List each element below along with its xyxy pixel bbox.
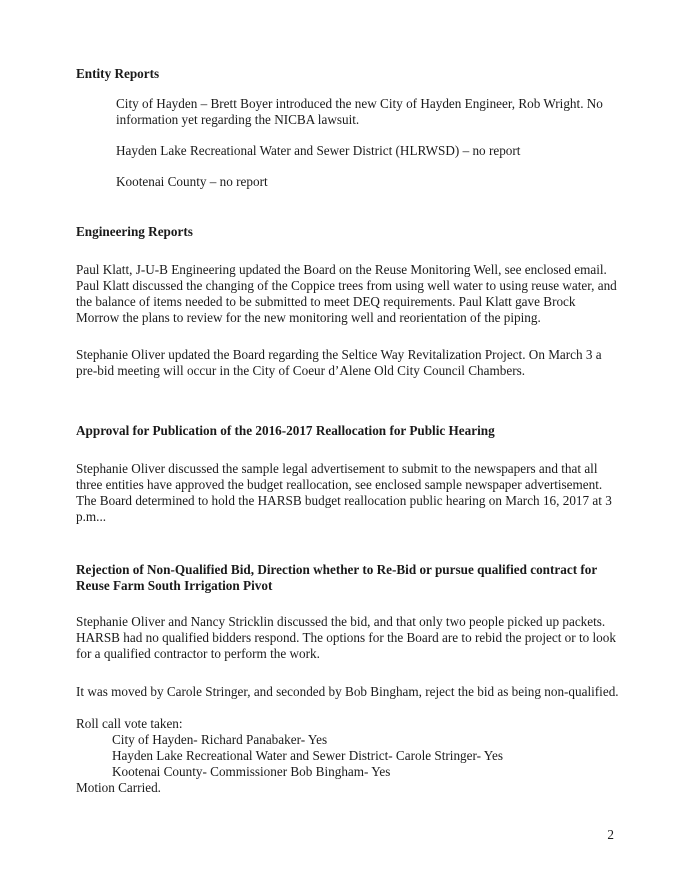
- vote-line: Kootenai County- Commissioner Bob Bingham- Yes: [112, 764, 391, 779]
- engineering-paragraph-2: Stephanie Oliver updated the Board regarding the Seltice Way Revitalization Project. On March 3 a pre-bid meeting will occur in the City of Coeur d’Alene Old City Council Chambers.: [76, 347, 602, 378]
- approval-heading: Approval for Publication of the 2016-2017 Reallocation for Public Hearing: [76, 423, 495, 438]
- motion-text: It was moved by Carole Stringer, and seconded by Bob Bingham, reject the bid as being non-qualified.: [76, 684, 619, 699]
- rejection-paragraph: Stephanie Oliver and Nancy Stricklin discussed the bid, and that only two people picked up packets. HARSB had no qualified bidders respond. The options for the Board are to rebid the project or to look for a qualified contractor to perform the work.: [76, 614, 616, 661]
- motion-result: Motion Carried.: [76, 780, 161, 795]
- approval-paragraph: Stephanie Oliver discussed the sample legal advertisement to submit to the newspapers and that all three entities have approved the budget reallocation, see enclosed sample newspaper advertisement. The Board determined to hold the HARSB budget reallocation public hearing on March 16, 2017 at 3 p.m...: [76, 461, 612, 524]
- entity-reports-heading: Entity Reports: [76, 66, 160, 81]
- engineering-reports-heading: Engineering Reports: [76, 224, 193, 239]
- entity-report-hlrwsd: Hayden Lake Recreational Water and Sewer District (HLRWSD) – no report: [116, 143, 521, 158]
- rejection-heading: Rejection of Non-Qualified Bid, Direction whether to Re-Bid or pursue qualified contract for Reuse Farm South Irrigation Pivot: [76, 562, 597, 593]
- entity-report-hayden: City of Hayden – Brett Boyer introduced the new City of Hayden Engineer, Rob Wright. No information yet regarding the NICBA lawsuit.: [116, 96, 603, 127]
- roll-call-label: Roll call vote taken:: [76, 716, 183, 731]
- vote-line: Hayden Lake Recreational Water and Sewer District- Carole Stringer- Yes: [112, 748, 503, 763]
- page-number: 2: [607, 827, 614, 842]
- vote-line: City of Hayden- Richard Panabaker- Yes: [112, 732, 328, 747]
- entity-report-kootenai: Kootenai County – no report: [116, 174, 268, 189]
- engineering-paragraph-1: Paul Klatt, J-U-B Engineering updated the Board on the Reuse Monitoring Well, see enclosed email. Paul Klatt discussed the changing of the Coppice trees from using well water to using reuse water, and the balance of items needed to be submitted to meet DEQ requirements. Paul Klatt gave Brock Morrow the plans to review for the new monitoring well and reorientation of the piping.: [76, 262, 617, 325]
